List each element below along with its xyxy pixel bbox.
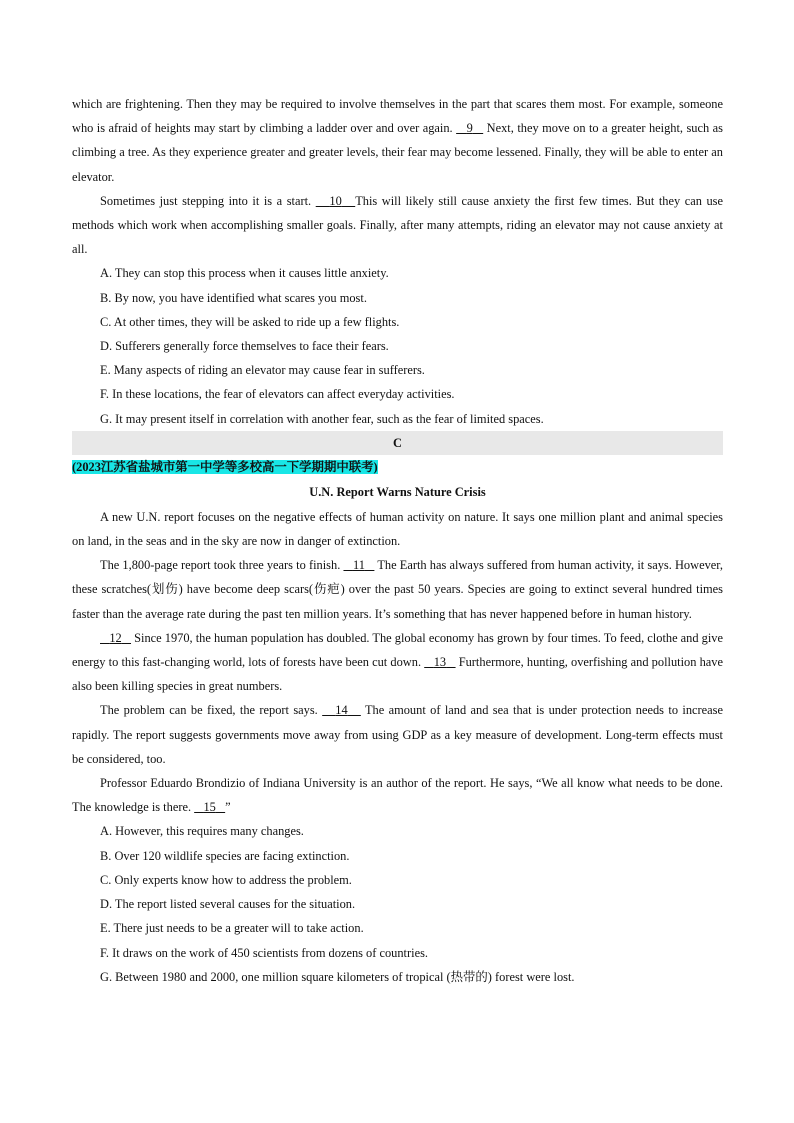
option-c-e: E. There just needs to be a greater will to take action. xyxy=(100,921,364,936)
blank-14: 14 xyxy=(335,703,348,718)
text: Furthermore, hunting, overfishing and pollution have also been killing species in great numbers. xyxy=(72,655,723,694)
text: Next, they move on to a greater height, such as climbing a tree. As they experience greater and greater levels, their fear may become lessened. Finally, they will be able to enter an elevator. xyxy=(72,121,723,184)
text: The problem can be fixed, the report says. xyxy=(100,703,323,718)
blank-9: 9 xyxy=(466,121,473,136)
options-b xyxy=(72,261,723,430)
blank-10: 10 xyxy=(329,193,342,208)
blank-11: 11 xyxy=(352,558,365,573)
article-title: U.N. Report Warns Nature Crisis xyxy=(309,484,486,499)
text: The Earth has always suffered from human activity, it says. However, these scratches(划伤) have become deep scars(伤疤) over the past 50 years. Species are going to extinct several hundred times faster than the average rate during the past ten million years. It’s something that has never happened before in human history. xyxy=(72,558,723,621)
text: which are frightening. Then they may be required to involve themselves in the part that scares them most. For example, someone who is afraid of heights may start by climbing a ladder over and over again. xyxy=(72,97,723,136)
text: Professor Eduardo Brondizio of Indiana University is an author of the report. He says, “We all know what needs to be done. The knowledge is there. xyxy=(72,776,723,815)
paragraph-c-2 xyxy=(72,553,723,626)
text: This will likely still cause anxiety the first few times. But they can use methods which work when accomplishing smaller goals. Finally, after many attempts, riding an elevator may not cause anxiety at all. xyxy=(72,193,723,257)
paragraph-b-2 xyxy=(72,189,723,262)
paragraph-c-3 xyxy=(72,626,723,699)
option-b-d: D. Sufferers generally force themselves to face their fears. xyxy=(100,339,389,354)
source-tag xyxy=(72,455,723,479)
option-b-f: F. In these locations, the fear of elevators can affect everyday activities. xyxy=(100,387,455,402)
text: The 1,800-page report took three years to finish. xyxy=(100,558,344,573)
paragraph-b-1 xyxy=(72,92,723,189)
source-highlight: (2023江苏省盐城市第一中学等多校高一下学期期中联考) xyxy=(72,459,378,474)
text: Sometimes just stepping into it is a start. xyxy=(100,193,316,208)
option-b-b: B. By now, you have identified what scares you most. xyxy=(100,290,367,305)
option-c-b: B. Over 120 wildlife species are facing extinction. xyxy=(100,848,350,863)
blank-15: 15 xyxy=(203,800,216,815)
text: The amount of land and sea that is under protection needs to increase rapidly. The report suggests governments move away from using GDP as a key measure of development. Long-term effects must be considered, too. xyxy=(72,703,723,766)
option-b-c: C. At other times, they will be asked to ride up a few flights. xyxy=(100,314,400,329)
section-label-c: C xyxy=(72,431,723,455)
option-c-a: A. However, this requires many changes. xyxy=(100,824,304,839)
text: ” xyxy=(225,800,231,815)
option-c-g: G. Between 1980 and 2000, one million square kilometers of tropical (热带的) forest were lost. xyxy=(100,969,575,984)
option-c-c: C. Only experts know how to address the problem. xyxy=(100,872,352,887)
blank-12: 12 xyxy=(109,630,122,645)
option-b-a: A. They can stop this process when it causes little anxiety. xyxy=(100,266,389,281)
options-c xyxy=(72,819,723,988)
option-c-f: F. It draws on the work of 450 scientists from dozens of countries. xyxy=(100,945,428,960)
paragraph-c-1: A new U.N. report focuses on the negative effects of human activity on nature. It says one million plant and animal species on land, in the seas and in the sky are now in danger of extinction. xyxy=(72,509,723,549)
option-c-d: D. The report listed several causes for the situation. xyxy=(100,897,356,912)
document-page xyxy=(72,92,723,989)
option-b-g: G. It may present itself in correlation with another fear, such as the fear of limited spaces. xyxy=(100,411,544,426)
paragraph-c-5 xyxy=(72,771,723,819)
blank-13: 13 xyxy=(433,655,447,670)
paragraph-c-4 xyxy=(72,698,723,771)
text: Since 1970, the human population has doubled. The global economy has grown by four times. To feed, clothe and give energy to this fast-changing world, lots of forests have been cut down. xyxy=(72,630,723,670)
option-b-e: E. Many aspects of riding an elevator may cause fear in sufferers. xyxy=(100,363,425,378)
